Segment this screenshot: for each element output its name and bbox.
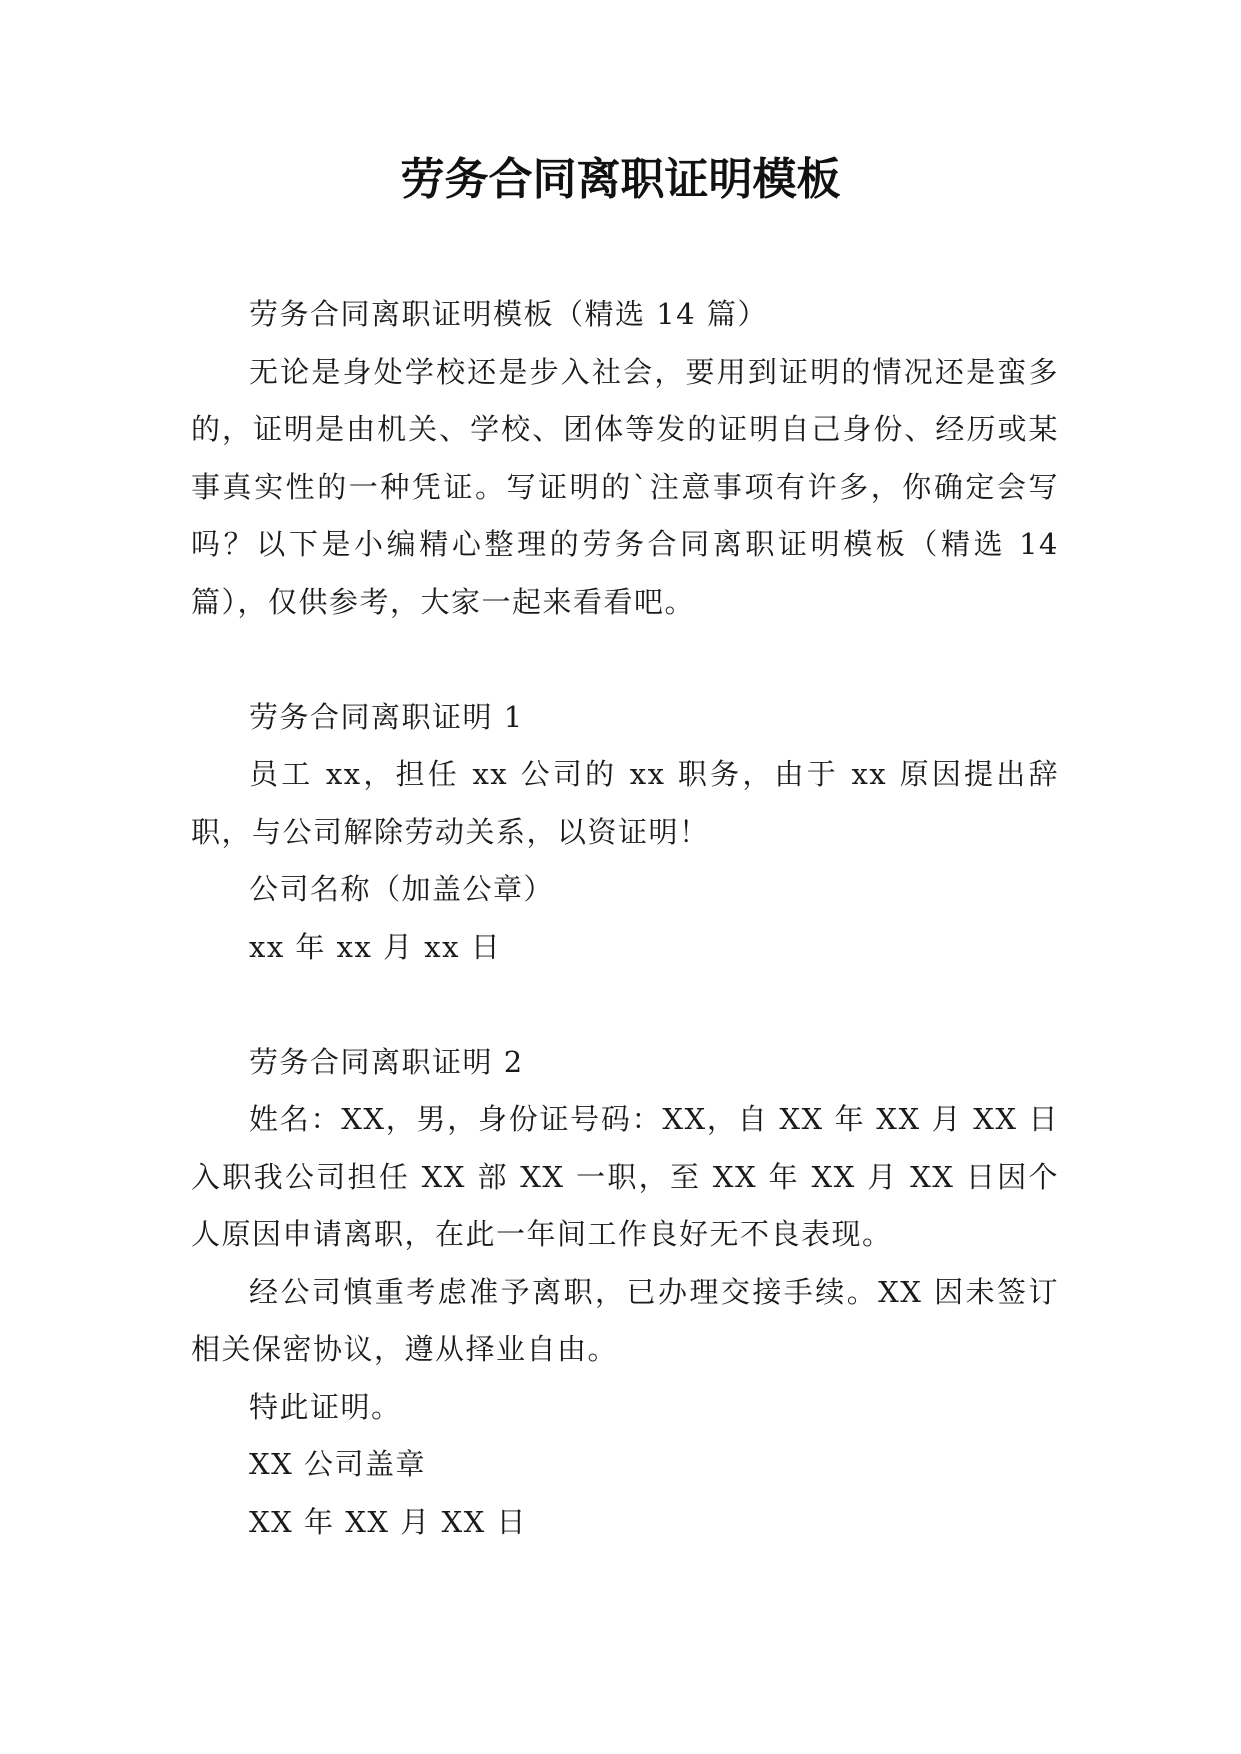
intro-paragraph: 无论是身处学校还是步入社会，要用到证明的情况还是蛮多的，证明是由机关、学校、团体等发的证明自己身份、经历或某事真实性的一种凭证。写证明的`注意事项有许多，你确定会写吗？以下是小编精心整理的劳务合同离职证明模板（精选 14 篇），仅供参考，大家一起来看看吧。 xyxy=(191,354,1059,619)
section-1-company-name: 公司名称（加盖公章） xyxy=(249,872,555,906)
section-2-paragraph: 姓名：XX，男，身份证号码：XX，自 XX 年 XX 月 XX 日入职我公司担任 XX 部 XX 一职，至 XX 年 XX 月 XX 日因个人原因申请离职，在此一年间工作良好无不良表现。 xyxy=(191,1102,1059,1251)
section-spacer xyxy=(191,631,1059,689)
document-subtitle: 劳务合同离职证明模板（精选 14 篇） xyxy=(249,297,768,331)
section-1-paragraph: 员工 xx，担任 xx 公司的 xx 职务，由于 xx 原因提出辞职，与公司解除劳动关系，以资证明！ xyxy=(191,757,1059,849)
section-1-heading: 劳务合同离职证明 1 xyxy=(249,699,524,734)
section-2-date: XX 年 XX 月 XX 日 xyxy=(249,1504,527,1539)
document-body xyxy=(191,286,1059,1551)
section-2-company-seal: XX 公司盖章 xyxy=(249,1447,427,1481)
section-1-date: xx 年 xx 月 xx 日 xyxy=(249,929,502,964)
document-title: 劳务合同离职证明模板 xyxy=(400,154,841,205)
section-2-heading: 劳务合同离职证明 2 xyxy=(249,1044,524,1079)
section-2-closing: 特此证明。 xyxy=(249,1389,402,1424)
section-spacer xyxy=(191,976,1059,1034)
section-2-paragraph: 经公司慎重考虑准予离职，已办理交接手续。XX 因未签订相关保密协议，遵从择业自由。 xyxy=(191,1274,1059,1366)
